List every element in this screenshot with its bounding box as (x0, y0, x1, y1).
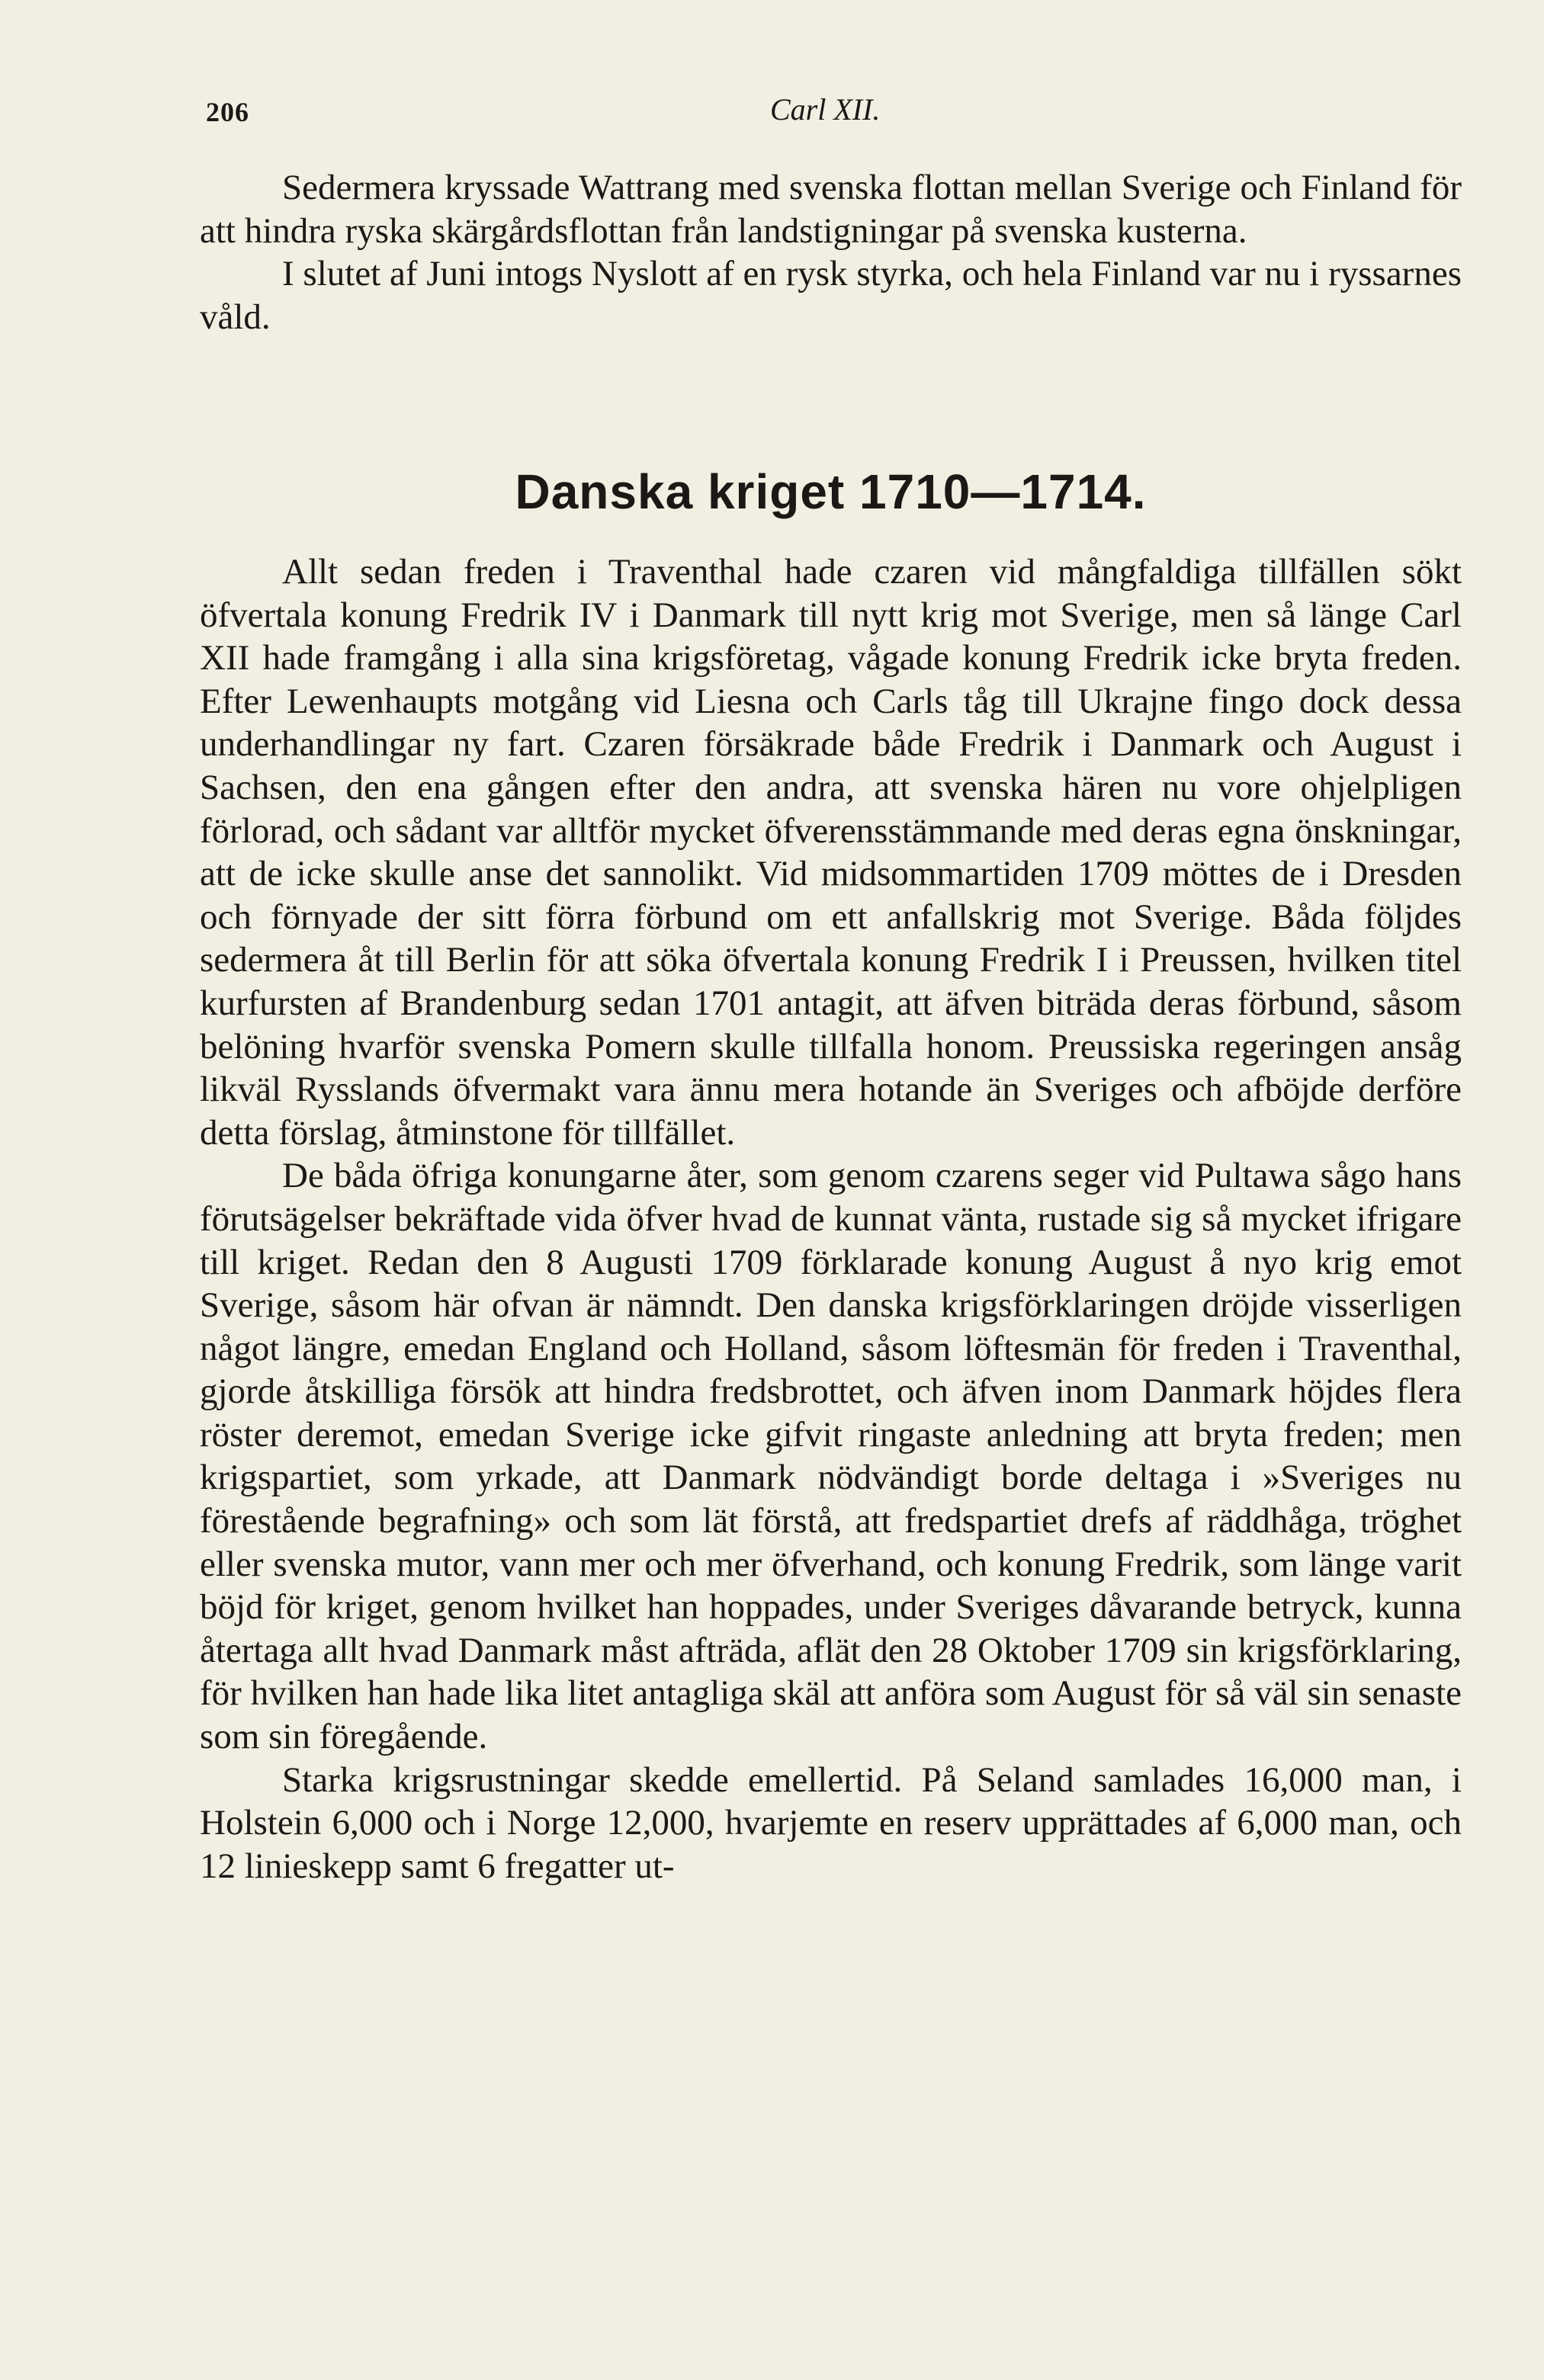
text-block-top (200, 166, 1462, 338)
paragraph: Sedermera kryssade Wattrang med svenska flottan mellan Sverige och Finland för att hindra ryska skärgårdsflottan från landstigningar på svenska kusterna. (200, 168, 1462, 251)
section-heading: Danska kriget 1710—1714. (515, 464, 1147, 519)
paragraph: Starka krigsrustningar skedde emellertid. På Seland samlades 16,000 man, i Holstein 6,000 och i Norge 12,000, hvarjemte en reserv upprättades af 6,000 man, och 12 linieskepp samt 6 fregatter ut- (200, 1759, 1462, 1886)
running-title: Carl XII. (770, 92, 881, 127)
page-number: 206 (206, 97, 249, 127)
paragraph: I slutet af Juni intogs Nyslott af en rysk styrka, och hela Finland var nu i ryssarnes våld. (200, 254, 1462, 337)
paragraph: De båda öfriga konungarne åter, som genom czarens seger vid Pultawa sågo hans förutsägelser bekräftade vida öfver hvad de kunnat vänta, rustade sig så mycket ifrigare till kriget. Redan den 8 Augusti 1709 förklarade konung August å nyo krig emot Sverige, såsom här ofvan är nämndt. Den danska krigsförklaringen dröjde visserligen något längre, emedan England och Holland, såsom löftesmän för freden i Traventhal, gjorde åtskilliga försök att hindra fredsbrottet, och äfven inom Danmark höjdes flera röster deremot, emedan Sverige icke gifvit ringaste anledning att bryta freden; men krigspartiet, som yrkade, att Danmark nödvändigt borde deltaga i »Sveriges nu förestående begrafning» och som lät förstå, att fredspartiet drefs af räddhåga, tröghet eller svenska mutor, vann mer och mer öfverhand, och konung Fredrik, som länge varit böjd för kriget, genom hvilket han hoppades, under Sveriges dåvarande betryck, kunna återtaga allt hvad Danmark måst afträda, aflät den 28 Oktober 1709 sin krigsförklaring, för hvilken han hade lika litet antagliga skäl att anföra som August för så väl sin senaste som sin föregående. (200, 1156, 1462, 1757)
page-header (206, 85, 1464, 139)
paragraph: Allt sedan freden i Traventhal hade czaren vid mångfaldiga tillfällen sökt öfvertala konung Fredrik IV i Danmark till nytt krig mot Sverige, men så länge Carl XII hade framgång i alla sina krigsföretag, vågade konung Fredrik icke bryta freden. Efter Lewenhaupts motgång vid Liesna och Carls tåg till Ukrajne fingo dock dessa underhandlingar ny fart. Czaren försäkrade både Fredrik i Danmark och August i Sachsen, den ena gången efter den andra, att svenska hären nu vore ohjelpligen förlorad, och sådant var alltför mycket öfverensstämmande med deras egna önskningar, att de icke skulle anse det sannolikt. Vid midsommartiden 1709 möttes de i Dresden och förnyade der sitt förra förbund om ett anfallskrig mot Sverige. Båda följdes sedermera åt till Berlin för att söka öfvertala konung Fredrik I i Preussen, hvilken titel kurfursten af Brandenburg sedan 1701 antagit, att äfven biträda deras förbund, såsom belöning hvarför svenska Pomern skulle tillfalla honom. Preussiska regeringen ansåg likväl Rysslands öfvermakt vara ännu mera hotande än Sveriges och afböjde derföre detta förslag, åtminstone för tillfället. (200, 552, 1462, 1153)
text-block-main (200, 550, 1462, 1888)
